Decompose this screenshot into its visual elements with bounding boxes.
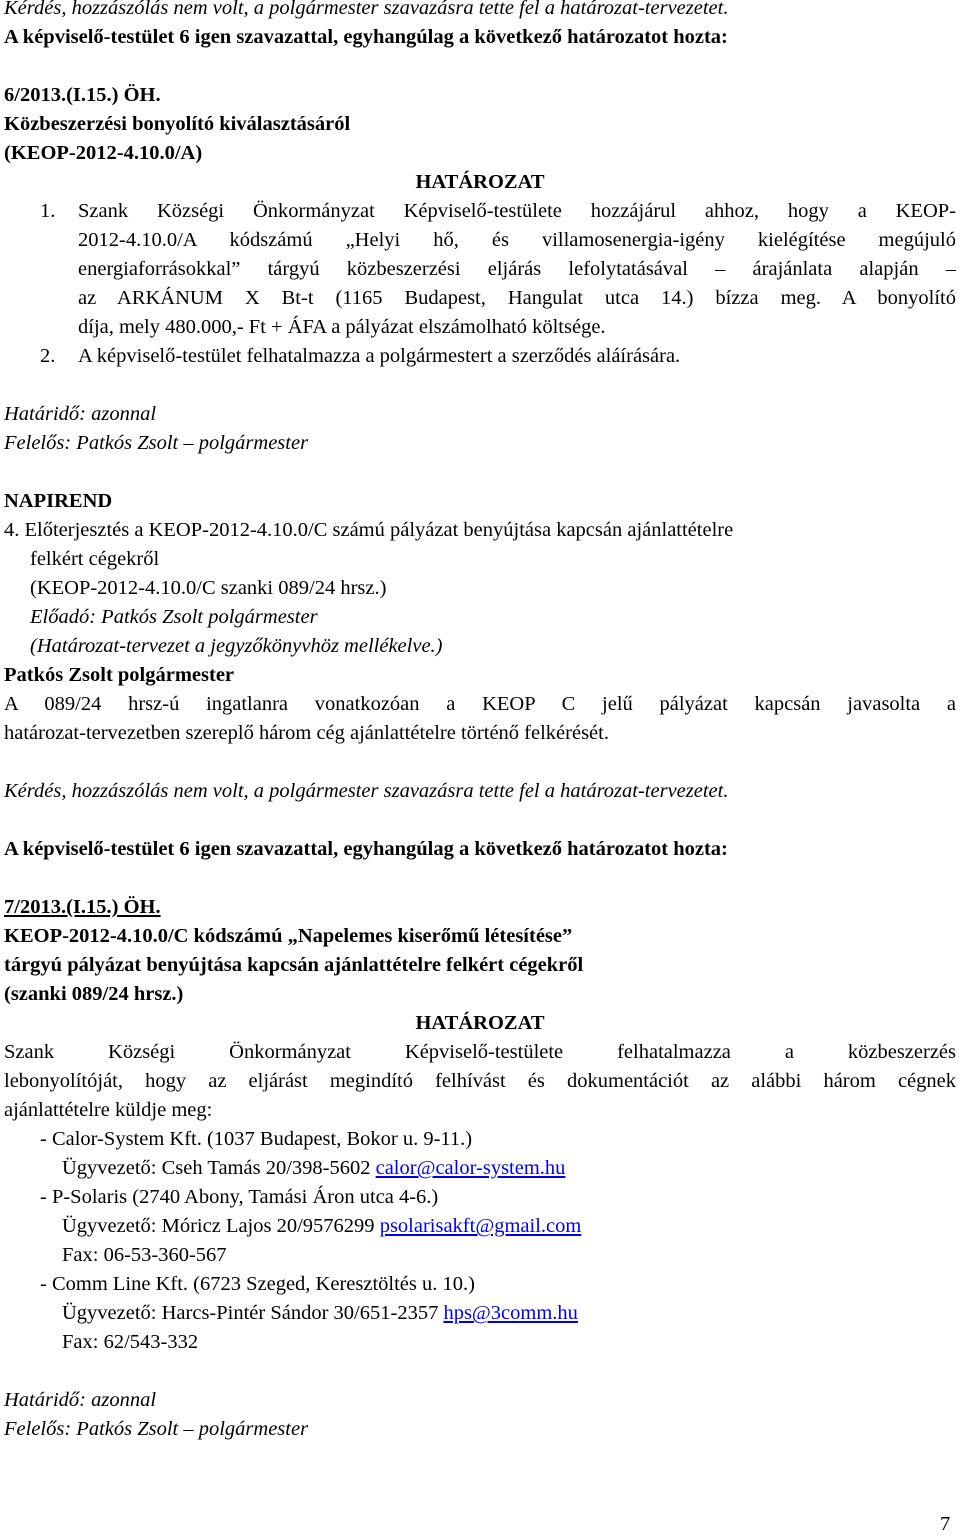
- decision-number: 7/2013.(I.15.) ÖH.: [4, 896, 161, 918]
- company-name: - Comm Line Kft. (6723 Szeged, Keresztöltés u. 10.): [40, 1273, 475, 1295]
- company-manager-text: Ügyvezető: Harcs-Pintér Sándor 30/651-2357: [62, 1302, 444, 1324]
- responsible: Felelős: Patkós Zsolt – polgármester: [4, 432, 309, 454]
- agenda-attachment-note: (Határozat-tervezet a jegyzőkönyvhöz mellékelve.): [30, 635, 443, 657]
- company-email-link[interactable]: psolarisakft@gmail.com: [379, 1215, 582, 1237]
- company-name: - Calor-System Kft. (1037 Budapest, Bokor u. 9-11.): [40, 1128, 473, 1150]
- company-email-link[interactable]: calor@calor-system.hu: [375, 1157, 566, 1179]
- deadline: Határidő: azonnal: [4, 1389, 157, 1411]
- resolution-heading: HATÁROZAT: [415, 1012, 545, 1034]
- item-2-text: A képviselő-testület felhatalmazza a polgármestert a szerződés aláírására.: [78, 345, 681, 367]
- company-manager: [62, 1154, 565, 1183]
- resolution-body-line: ajánlattételre küldje meg:: [4, 1099, 213, 1121]
- item-1-line: energiaforrásokkal” tárgyú közbeszerzési eljárás lefolytatásával – árajánlata alapján –: [78, 258, 956, 280]
- deadline: Határidő: azonnal: [4, 403, 157, 425]
- decision-subject: Közbeszerzési bonyolító kiválasztásáról: [4, 113, 351, 135]
- page-number: 7: [940, 1513, 951, 1535]
- agenda-title: NAPIREND: [4, 490, 113, 512]
- responsible: Felelős: Patkós Zsolt – polgármester: [4, 1418, 309, 1440]
- item-1-line: díja, mely 480.000,- Ft + ÁFA a pályázat elszámolható költsége.: [78, 316, 606, 338]
- vote-line: A képviselő-testület 6 igen szavazattal, egyhangúlag a következő határozatot hozta:: [4, 26, 728, 48]
- company-email-link[interactable]: hps@3comm.hu: [443, 1302, 578, 1324]
- company-manager-text: Ügyvezető: Cseh Tamás 20/398-5602: [62, 1157, 376, 1179]
- company-manager-text: Ügyvezető: Móricz Lajos 20/9576299: [62, 1215, 380, 1237]
- resolution-body-line: Szank Községi Önkormányzat Képviselő-testülete felhatalmazza a közbeszerzés: [4, 1041, 956, 1063]
- agenda-item: 4. Előterjesztés a KEOP-2012-4.10.0/C számú pályázat benyújtása kapcsán ajánlattételre: [4, 519, 734, 541]
- company-fax: Fax: 06-53-360-567: [62, 1244, 227, 1266]
- agenda-item-cont: felkért cégekről: [30, 548, 160, 570]
- resolution-body-line: lebonyolítóját, hogy az eljárást megindító felhívást és dokumentációt az alábbi három cégnek: [4, 1070, 956, 1092]
- agenda-presenter: Előadó: Patkós Zsolt polgármester: [30, 606, 318, 628]
- speech-line: A 089/24 hrsz-ú ingatlanra vonatkozóan a KEOP C jelű pályázat kapcsán javasolta a: [4, 693, 956, 715]
- question-note: Kérdés, hozzászólás nem volt, a polgármester szavazásra tette fel a határozat-tervezetet.: [4, 0, 729, 19]
- decision-subject: KEOP-2012-4.10.0/C kódszámú „Napelemes kiserőmű létesítése”: [4, 925, 573, 947]
- company-fax: Fax: 62/543-332: [62, 1331, 199, 1353]
- decision-number: 6/2013.(I.15.) ÖH.: [4, 84, 161, 106]
- decision-subject: tárgyú pályázat benyújtása kapcsán ajánlattételre felkért cégekről: [4, 954, 584, 976]
- speaker-name: Patkós Zsolt polgármester: [4, 664, 235, 686]
- agenda-item-code: (KEOP-2012-4.10.0/C szanki 089/24 hrsz.): [30, 577, 387, 599]
- vote-line: A képviselő-testület 6 igen szavazattal, egyhangúlag a következő határozatot hozta:: [4, 838, 728, 860]
- item-1-number: 1.: [40, 200, 56, 222]
- item-1-line: 2012-4.10.0/A kódszámú „Helyi hő, és villamosenergia-igény kielégítése megújuló: [78, 229, 956, 251]
- decision-subject-code: (KEOP-2012-4.10.0/A): [4, 142, 203, 164]
- item-1-line: Szank Községi Önkormányzat Képviselő-testülete hozzájárul ahhoz, hogy a KEOP-: [78, 200, 956, 222]
- decision-subject: (szanki 089/24 hrsz.): [4, 983, 184, 1005]
- item-1-line: az ARKÁNUM X Bt-t (1165 Budapest, Hangulat utca 14.) bízza meg. A bonyolító: [78, 287, 956, 309]
- speech-line: határozat-tervezetben szereplő három cég ajánlattételre történő felkérését.: [4, 722, 609, 744]
- company-manager: [62, 1212, 581, 1241]
- company-name: - P-Solaris (2740 Abony, Tamási Áron utca 4-6.): [40, 1186, 439, 1208]
- resolution-heading: HATÁROZAT: [415, 171, 545, 193]
- item-2-number: 2.: [40, 345, 56, 367]
- company-manager: [62, 1299, 578, 1328]
- question-note: Kérdés, hozzászólás nem volt, a polgármester szavazásra tette fel a határozat-tervezetet.: [4, 780, 729, 802]
